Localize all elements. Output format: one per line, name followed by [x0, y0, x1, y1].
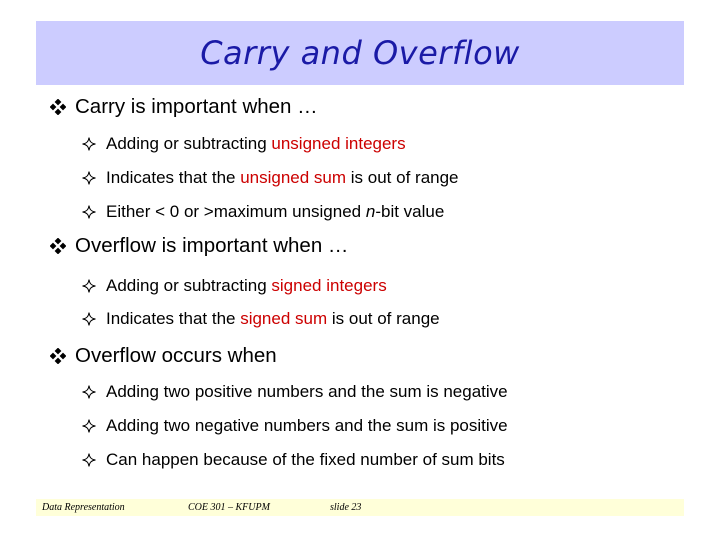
sub-bullet [82, 202, 444, 222]
sub-bullet-text: Adding or subtracting unsigned integers [106, 134, 406, 153]
bullet-text: Overflow occurs when [75, 344, 277, 367]
diamond-bullet-icon [50, 348, 66, 364]
sub-bullet-text: Indicates that the signed sum is out of range [106, 309, 440, 328]
four-point-star-icon [82, 171, 96, 185]
sub-bullet-text: Indicates that the unsigned sum is out of range [106, 168, 459, 187]
sub-bullet [82, 382, 508, 402]
bullet-text: Overflow is important when … [75, 234, 349, 257]
italic-n: n [365, 202, 376, 221]
four-point-star-icon [82, 137, 96, 151]
four-point-star-icon [82, 279, 96, 293]
footer-center: COE 301 – KFUPM [188, 502, 270, 513]
four-point-star-icon [82, 205, 96, 219]
highlight-text: signed integers [271, 276, 387, 295]
sub-bullet [82, 450, 505, 470]
four-point-star-icon [82, 419, 96, 433]
bullet-overflow-important [50, 234, 348, 258]
highlight-text: unsigned integers [271, 134, 406, 153]
highlight-text: unsigned sum [240, 168, 347, 187]
bullet-overflow-occurs [50, 344, 277, 368]
bullet-text: Carry is important when … [75, 95, 318, 118]
sub-bullet-text: Either < 0 or >maximum unsigned n-bit value [106, 202, 445, 221]
footer-left: Data Representation [42, 502, 125, 513]
bullet-carry [50, 95, 318, 119]
diamond-bullet-icon [50, 99, 66, 115]
sub-bullet-text: Adding or subtracting signed integers [106, 276, 387, 295]
sub-bullet-text: Can happen because of the fixed number of sum bits [106, 450, 505, 469]
four-point-star-icon [82, 312, 96, 326]
sub-bullet [82, 276, 387, 296]
slide-title: Carry and Overflow [200, 34, 520, 72]
footer-slide-number: slide 23 [330, 502, 362, 513]
four-point-star-icon [82, 453, 96, 467]
sub-bullet [82, 134, 406, 154]
sub-bullet [82, 168, 459, 188]
title-bar [36, 21, 684, 85]
sub-bullet [82, 416, 508, 436]
highlight-text: signed sum [240, 309, 328, 328]
sub-bullet [82, 309, 440, 329]
four-point-star-icon [82, 385, 96, 399]
sub-bullet-text: Adding two positive numbers and the sum is negative [106, 382, 508, 401]
diamond-bullet-icon [50, 238, 66, 254]
footer-bar [36, 499, 684, 516]
sub-bullet-text: Adding two negative numbers and the sum is positive [106, 416, 508, 435]
